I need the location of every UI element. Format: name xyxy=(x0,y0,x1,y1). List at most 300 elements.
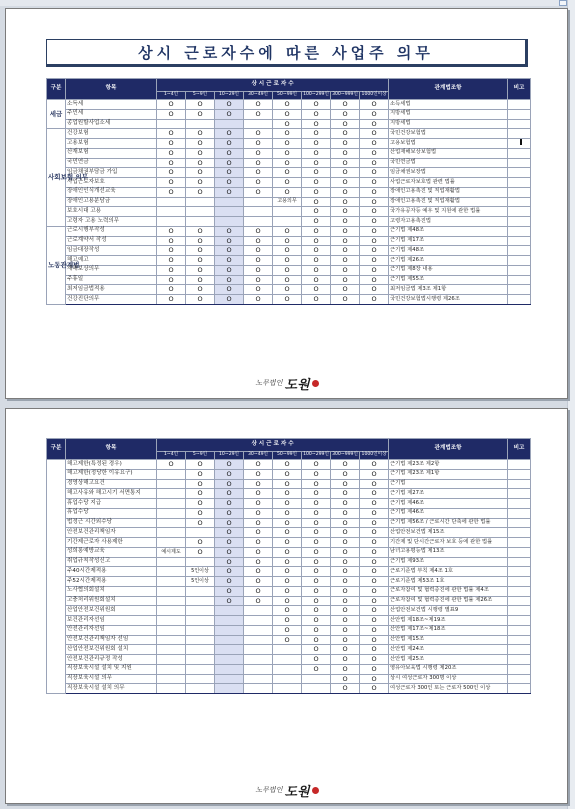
mark-cell xyxy=(215,606,244,616)
mark-cell: O xyxy=(157,100,186,110)
item-cell: 안전보건관리책임자 xyxy=(66,528,157,538)
mark-cell: O xyxy=(331,217,360,227)
mark-cell xyxy=(273,684,302,694)
law-cell: 여성근로자 300인 또는 근로자 500인 이상 xyxy=(389,684,508,694)
mark-cell: O xyxy=(157,285,186,295)
header-law: 관계법조항 xyxy=(389,79,508,100)
mark-cell: O xyxy=(186,129,215,139)
mark-cell: O xyxy=(302,528,331,538)
law-cell: 근기법 제55조 xyxy=(389,275,508,285)
law-cell: 국민연금법 xyxy=(389,158,508,168)
mark-cell: O xyxy=(157,275,186,285)
mark-cell: O xyxy=(244,528,273,538)
mark-cell: O xyxy=(331,256,360,266)
law-cell: 사업근로자보호법 관련 법률 xyxy=(389,178,508,188)
mark-cell: O xyxy=(360,684,389,694)
mark-cell: O xyxy=(215,226,244,236)
mark-cell: O xyxy=(331,460,360,470)
mark-cell xyxy=(244,674,273,684)
mark-cell: 예시제도 xyxy=(157,547,186,557)
mark-cell: O xyxy=(215,100,244,110)
item-cell: 해고사유와 해고시기 서면통지 xyxy=(66,489,157,499)
item-cell: 직장보육시설 설치 및 지원 xyxy=(66,664,157,674)
mark-cell: O xyxy=(302,606,331,616)
mark-cell: O xyxy=(360,625,389,635)
item-cell: 장애인고용분담금 xyxy=(66,197,157,207)
mark-cell: O xyxy=(360,295,389,305)
item-cell: 해고제한(특정된 경우) xyxy=(66,460,157,470)
mark-cell: O xyxy=(360,479,389,489)
mark-cell: O xyxy=(302,655,331,665)
mark-cell: O xyxy=(244,109,273,119)
header-item: 항목 xyxy=(66,439,157,460)
mark-cell: O xyxy=(360,655,389,665)
mark-cell: O xyxy=(331,158,360,168)
mark-cell: O xyxy=(360,645,389,655)
item-cell: 근로시행부작성 xyxy=(66,226,157,236)
mark-cell xyxy=(157,207,186,217)
table-row xyxy=(47,100,531,110)
mark-cell: O xyxy=(331,625,360,635)
table-row xyxy=(47,655,531,665)
mark-cell: O xyxy=(215,139,244,149)
mark-cell: O xyxy=(186,285,215,295)
size-header: 100~299인 xyxy=(302,452,331,460)
mark-cell: O xyxy=(360,256,389,266)
mark-cell xyxy=(157,119,186,129)
law-cell: 근기법 xyxy=(389,479,508,489)
item-cell: 고령자 고용 노력의무 xyxy=(66,217,157,227)
table-row xyxy=(47,158,531,168)
item-cell: 재해보상의무 xyxy=(66,265,157,275)
mark-cell xyxy=(215,655,244,665)
item-cell: 직장보육시설 의무 xyxy=(66,674,157,684)
mark-cell xyxy=(186,197,215,207)
mark-cell: O xyxy=(157,139,186,149)
mark-cell: O xyxy=(302,469,331,479)
mark-cell: O xyxy=(331,246,360,256)
note-cell xyxy=(508,674,531,684)
law-cell: 근기법 제23조 제2항 xyxy=(389,460,508,470)
mark-cell xyxy=(157,577,186,587)
table-row xyxy=(47,684,531,694)
mark-cell xyxy=(215,119,244,129)
table-row xyxy=(47,148,531,158)
mark-cell: O xyxy=(360,187,389,197)
mark-cell: O xyxy=(302,246,331,256)
category-cell: 노동관계법 xyxy=(47,226,66,304)
mark-cell: O xyxy=(360,577,389,587)
mark-cell: O xyxy=(244,236,273,246)
mark-cell: O xyxy=(157,265,186,275)
table-row xyxy=(47,479,531,489)
law-cell: 근기법 제26조 xyxy=(389,256,508,266)
mark-cell xyxy=(186,217,215,227)
mark-cell: O xyxy=(244,508,273,518)
mark-cell: O xyxy=(360,635,389,645)
item-cell: 직장보육시설 설치 의무 xyxy=(66,684,157,694)
mark-cell: O xyxy=(244,256,273,266)
mark-cell: O xyxy=(360,538,389,548)
note-cell xyxy=(508,207,531,217)
mark-cell: O xyxy=(360,606,389,616)
mark-cell: O xyxy=(331,567,360,577)
note-cell xyxy=(508,655,531,665)
note-cell xyxy=(508,625,531,635)
item-cell: 주휴일 xyxy=(66,275,157,285)
mark-cell xyxy=(157,508,186,518)
mark-cell: O xyxy=(215,528,244,538)
mark-cell xyxy=(157,538,186,548)
mark-cell: O xyxy=(360,246,389,256)
item-cell: 국민연금 xyxy=(66,158,157,168)
mark-cell: O xyxy=(302,518,331,528)
mark-cell: O xyxy=(273,616,302,626)
mark-cell xyxy=(186,606,215,616)
mark-cell: O xyxy=(360,528,389,538)
table-row xyxy=(47,460,531,470)
mark-cell: O xyxy=(360,557,389,567)
law-cell: 근기법 제93조 xyxy=(389,557,508,567)
table-row xyxy=(47,557,531,567)
mark-cell xyxy=(186,684,215,694)
mark-cell: O xyxy=(360,460,389,470)
table-row xyxy=(47,285,531,295)
header-item: 항목 xyxy=(66,79,157,100)
table-row xyxy=(47,625,531,635)
mark-cell: O xyxy=(273,499,302,509)
mark-cell: O xyxy=(273,226,302,236)
table-row xyxy=(47,586,531,596)
mark-cell: O xyxy=(215,489,244,499)
law-cell: 남녀고용평등법 제13조 xyxy=(389,547,508,557)
mark-cell: O xyxy=(273,168,302,178)
law-cell: 근로자참여 및 협력증진에 관한 법률 제26조 xyxy=(389,596,508,606)
law-cell: 산안법 제24조 xyxy=(389,645,508,655)
table-row xyxy=(47,207,531,217)
mark-cell: O xyxy=(244,139,273,149)
mark-cell: O xyxy=(331,178,360,188)
mark-cell: O xyxy=(360,275,389,285)
law-cell: 장애인고용촉진 및 직업재활법 xyxy=(389,197,508,207)
mark-cell xyxy=(244,207,273,217)
mark-cell xyxy=(186,635,215,645)
mark-cell: O xyxy=(273,489,302,499)
law-cell: 상시 여성근로자 300명 이상 xyxy=(389,674,508,684)
mark-cell: O xyxy=(331,586,360,596)
vertical-scrollbar[interactable] xyxy=(567,0,575,809)
mark-cell: O xyxy=(360,178,389,188)
note-cell xyxy=(508,187,531,197)
mark-cell: O xyxy=(273,625,302,635)
mark-cell xyxy=(157,635,186,645)
mark-cell: O xyxy=(360,109,389,119)
law-cell: 근로기준법 제53조 1호 xyxy=(389,577,508,587)
item-cell: 건강보험 xyxy=(66,129,157,139)
size-header: 5~9인 xyxy=(186,452,215,460)
corner-handle-icon[interactable] xyxy=(559,0,567,6)
header-category: 구분 xyxy=(47,79,66,100)
mark-cell: O xyxy=(360,265,389,275)
category-cell: 세금 xyxy=(47,100,66,129)
note-cell xyxy=(508,285,531,295)
mark-cell: O xyxy=(215,295,244,305)
mark-cell: O xyxy=(186,538,215,548)
law-cell: 근기법 제48조 xyxy=(389,246,508,256)
mark-cell: O xyxy=(273,508,302,518)
mark-cell: O xyxy=(273,518,302,528)
note-cell xyxy=(508,518,531,528)
mark-cell xyxy=(215,645,244,655)
mark-cell: O xyxy=(244,178,273,188)
mark-cell: O xyxy=(157,178,186,188)
mark-cell xyxy=(244,616,273,626)
mark-cell: O xyxy=(331,518,360,528)
table-row xyxy=(47,109,531,119)
law-cell: 근기법 제46조 xyxy=(389,499,508,509)
mark-cell xyxy=(186,645,215,655)
table-row xyxy=(47,275,531,285)
law-cell: 최저임금법 제3조 제1항 xyxy=(389,285,508,295)
law-cell: 근기법 제23조 제1항 xyxy=(389,469,508,479)
logo-small-text: 노무법인 xyxy=(255,786,283,794)
table-row xyxy=(47,197,531,207)
mark-cell: O xyxy=(331,655,360,665)
mark-cell: 고용의무 xyxy=(273,197,302,207)
table-row xyxy=(47,577,531,587)
table-row xyxy=(47,547,531,557)
note-cell xyxy=(508,664,531,674)
note-cell xyxy=(508,275,531,285)
mark-cell: O xyxy=(215,187,244,197)
mark-cell: O xyxy=(302,217,331,227)
table-row xyxy=(47,236,531,246)
law-cell: 산업안전보건법 시행령 별표9 xyxy=(389,606,508,616)
company-logo xyxy=(242,781,332,799)
mark-cell: O xyxy=(215,567,244,577)
mark-cell: O xyxy=(215,236,244,246)
window-top-strip xyxy=(0,0,575,6)
mark-cell: O xyxy=(302,148,331,158)
mark-cell: O xyxy=(157,295,186,305)
mark-cell: O xyxy=(302,100,331,110)
note-cell xyxy=(508,236,531,246)
mark-cell: O xyxy=(157,109,186,119)
item-cell: 산업안전보건위원회 xyxy=(66,606,157,616)
table-row xyxy=(47,256,531,266)
header-law: 관계법조항 xyxy=(389,439,508,460)
mark-cell: O xyxy=(360,547,389,557)
mark-cell: O xyxy=(273,606,302,616)
size-header: 300~999인 xyxy=(331,452,360,460)
mark-cell: O xyxy=(186,265,215,275)
mark-cell: O xyxy=(244,577,273,587)
mark-cell: O xyxy=(215,285,244,295)
size-header: 1000인이상 xyxy=(360,92,389,100)
mark-cell: O xyxy=(302,577,331,587)
mark-cell: O xyxy=(302,178,331,188)
logo-big-text: 도원 xyxy=(284,784,310,800)
mark-cell: O xyxy=(186,460,215,470)
mark-cell xyxy=(215,207,244,217)
table-row xyxy=(47,528,531,538)
mark-cell xyxy=(273,217,302,227)
mark-cell: O xyxy=(331,547,360,557)
mark-cell: O xyxy=(215,148,244,158)
mark-cell: O xyxy=(186,226,215,236)
mark-cell xyxy=(186,557,215,567)
law-cell: 영유아보육법 시행령 제20조 xyxy=(389,664,508,674)
table-body xyxy=(47,100,531,305)
mark-cell xyxy=(157,616,186,626)
mark-cell: O xyxy=(360,567,389,577)
mark-cell: O xyxy=(360,226,389,236)
obligation-table-page2 xyxy=(46,438,531,694)
item-cell: 성희롱예방교육 xyxy=(66,547,157,557)
mark-cell: O xyxy=(273,119,302,129)
mark-cell: O xyxy=(215,109,244,119)
item-cell: 주52시간제적용 xyxy=(66,577,157,587)
law-cell: 근기법 제27조 xyxy=(389,489,508,499)
note-cell xyxy=(508,577,531,587)
note-cell xyxy=(508,586,531,596)
mark-cell: O xyxy=(331,148,360,158)
law-cell: 지방세법 xyxy=(389,119,508,129)
mark-cell: O xyxy=(186,479,215,489)
company-logo xyxy=(242,374,332,392)
mark-cell xyxy=(215,674,244,684)
law-cell: 소득세법 xyxy=(389,100,508,110)
law-cell: 근기법 제56조 / 근로시간 단축에 관한 법률 xyxy=(389,518,508,528)
table-row xyxy=(47,217,531,227)
mark-cell: O xyxy=(186,187,215,197)
table-row xyxy=(47,187,531,197)
mark-cell: O xyxy=(244,285,273,295)
law-cell: 근기법 제17조 xyxy=(389,236,508,246)
mark-cell xyxy=(157,479,186,489)
law-cell: 근로자참여 및 협력증진에 관한 법률 제4조 xyxy=(389,586,508,596)
mark-cell: O xyxy=(273,129,302,139)
note-cell xyxy=(508,148,531,158)
table-row xyxy=(47,518,531,528)
item-cell: 해고예고 xyxy=(66,256,157,266)
mark-cell: O xyxy=(360,236,389,246)
mark-cell: O xyxy=(186,275,215,285)
mark-cell: O xyxy=(186,100,215,110)
mark-cell: O xyxy=(360,217,389,227)
mark-cell: O xyxy=(302,236,331,246)
mark-cell: O xyxy=(360,158,389,168)
mark-cell: O xyxy=(215,129,244,139)
law-cell: 기간제 및 단시간근로자 보호 등에 관한 법률 xyxy=(389,538,508,548)
mark-cell: O xyxy=(302,119,331,129)
mark-cell xyxy=(244,119,273,129)
size-header: 1~4인 xyxy=(157,452,186,460)
note-cell xyxy=(508,499,531,509)
mark-cell: O xyxy=(331,606,360,616)
table-row xyxy=(47,499,531,509)
mark-cell xyxy=(157,217,186,227)
item-cell: 안전관리자선임 xyxy=(66,625,157,635)
mark-cell: O xyxy=(244,100,273,110)
mark-cell xyxy=(244,645,273,655)
mark-cell xyxy=(157,655,186,665)
mark-cell xyxy=(215,635,244,645)
mark-cell xyxy=(215,616,244,626)
mark-cell: O xyxy=(331,528,360,538)
mark-cell xyxy=(244,625,273,635)
mark-cell: O xyxy=(360,674,389,684)
note-cell xyxy=(508,129,531,139)
mark-cell: O xyxy=(302,557,331,567)
seal-icon xyxy=(312,380,319,387)
mark-cell: O xyxy=(331,226,360,236)
mark-cell: 5인이상 xyxy=(186,577,215,587)
mark-cell xyxy=(215,625,244,635)
mark-cell xyxy=(186,655,215,665)
mark-cell: O xyxy=(157,256,186,266)
item-cell: 해고제한(정당한 이유요구) xyxy=(66,469,157,479)
mark-cell: O xyxy=(186,109,215,119)
mark-cell: O xyxy=(273,577,302,587)
mark-cell: O xyxy=(302,547,331,557)
mark-cell: O xyxy=(331,139,360,149)
note-cell xyxy=(508,469,531,479)
mark-cell: O xyxy=(186,295,215,305)
mark-cell xyxy=(215,217,244,227)
law-cell: 산안법 제18조~제19조 xyxy=(389,616,508,626)
mark-cell: O xyxy=(273,178,302,188)
mark-cell: O xyxy=(244,187,273,197)
mark-cell: O xyxy=(273,596,302,606)
header-note: 비고 xyxy=(508,79,531,100)
mark-cell xyxy=(157,664,186,674)
mark-cell: O xyxy=(302,460,331,470)
mark-cell: O xyxy=(186,508,215,518)
mark-cell: O xyxy=(360,489,389,499)
mark-cell xyxy=(244,684,273,694)
mark-cell: O xyxy=(273,557,302,567)
mark-cell: O xyxy=(302,616,331,626)
mark-cell: O xyxy=(302,275,331,285)
table-row xyxy=(47,139,531,149)
mark-cell: O xyxy=(273,567,302,577)
mark-cell xyxy=(244,635,273,645)
mark-cell: O xyxy=(215,557,244,567)
mark-cell: O xyxy=(302,635,331,645)
law-cell: 고령자고용촉진법 xyxy=(389,217,508,227)
mark-cell: O xyxy=(273,635,302,645)
note-cell xyxy=(508,616,531,626)
size-header: 1~4인 xyxy=(157,92,186,100)
law-cell: 산업재해보상보험법 xyxy=(389,148,508,158)
mark-cell: O xyxy=(331,508,360,518)
note-cell xyxy=(508,645,531,655)
law-cell: 산업안전보건법 제15조 xyxy=(389,528,508,538)
note-cell xyxy=(508,567,531,577)
mark-cell: O xyxy=(157,236,186,246)
mark-cell: O xyxy=(360,207,389,217)
mark-cell: O xyxy=(331,664,360,674)
mark-cell: O xyxy=(331,275,360,285)
mark-cell: O xyxy=(186,158,215,168)
mark-cell: O xyxy=(186,518,215,528)
note-cell xyxy=(508,295,531,305)
header-category: 구분 xyxy=(47,439,66,460)
note-cell xyxy=(508,635,531,645)
note-cell xyxy=(508,596,531,606)
mark-cell: O xyxy=(331,197,360,207)
